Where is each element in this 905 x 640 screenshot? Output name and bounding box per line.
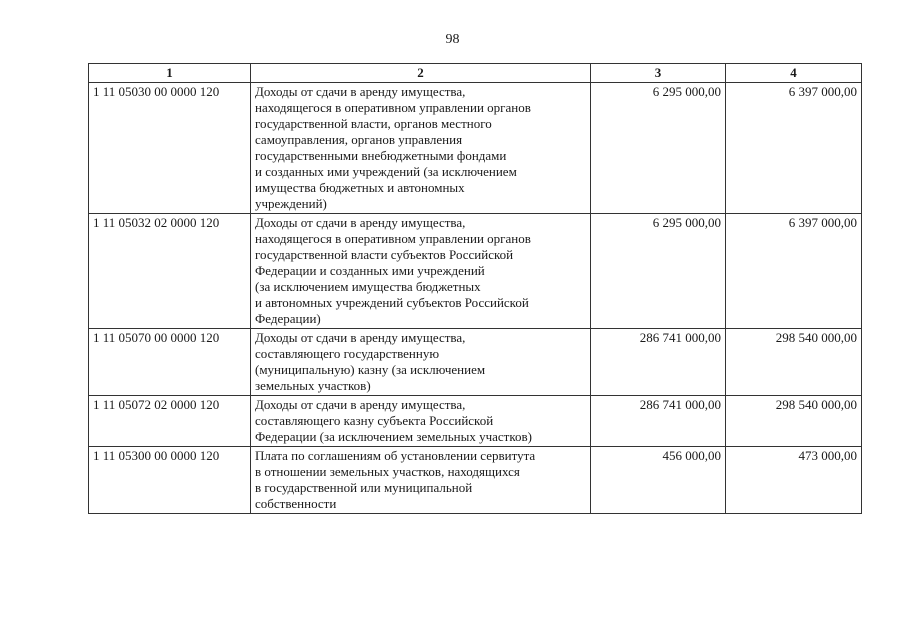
column-header-1: 1 <box>89 64 251 83</box>
value-column-4-cell: 298 540 000,00 <box>726 396 862 447</box>
value-column-3-cell: 286 741 000,00 <box>591 329 726 396</box>
budget-code-cell: 1 11 05032 02 0000 120 <box>89 214 251 329</box>
table-row <box>89 214 862 329</box>
page-number: 98 <box>445 32 460 47</box>
value-column-4-cell: 473 000,00 <box>726 447 862 514</box>
budget-code-cell: 1 11 05070 00 0000 120 <box>89 329 251 396</box>
description-cell: Доходы от сдачи в аренду имущества, составляющего государственную (муниципальную) казну (за исключением земельных участков) <box>251 329 591 396</box>
value-column-3-cell: 6 295 000,00 <box>591 214 726 329</box>
table-row <box>89 396 862 447</box>
description-cell: Доходы от сдачи в аренду имущества, находящегося в оперативном управлении органов государственной власти субъектов Российской Федерации и созданных ими учреждений (за исключением имущества бюджетных и автономных учреждений субъектов Российской Федерации) <box>251 214 591 329</box>
column-header-3: 3 <box>591 64 726 83</box>
description-cell: Плата по соглашениям об установлении сервитута в отношении земельных участков, находящихся в государственной или муниципальной собственности <box>251 447 591 514</box>
description-cell: Доходы от сдачи в аренду имущества, составляющего казну субъекта Российской Федерации (за исключением земельных участков) <box>251 396 591 447</box>
budget-code-cell: 1 11 05030 00 0000 120 <box>89 83 251 214</box>
table-header-row <box>89 64 862 83</box>
budget-code-cell: 1 11 05300 00 0000 120 <box>89 447 251 514</box>
value-column-3-cell: 286 741 000,00 <box>591 396 726 447</box>
revenue-table <box>88 63 862 514</box>
table-row <box>89 329 862 396</box>
column-header-4: 4 <box>726 64 862 83</box>
value-column-4-cell: 6 397 000,00 <box>726 214 862 329</box>
description-cell: Доходы от сдачи в аренду имущества, находящегося в оперативном управлении органов государственной власти, органов местного самоуправления, органов управления государственными внебюджетными фондами и созданных ими учреждений (за исключением имущества бюджетных и автономных учреждений) <box>251 83 591 214</box>
value-column-3-cell: 6 295 000,00 <box>591 83 726 214</box>
table-row <box>89 447 862 514</box>
table-row <box>89 83 862 214</box>
column-header-2: 2 <box>251 64 591 83</box>
budget-code-cell: 1 11 05072 02 0000 120 <box>89 396 251 447</box>
value-column-4-cell: 298 540 000,00 <box>726 329 862 396</box>
value-column-3-cell: 456 000,00 <box>591 447 726 514</box>
value-column-4-cell: 6 397 000,00 <box>726 83 862 214</box>
